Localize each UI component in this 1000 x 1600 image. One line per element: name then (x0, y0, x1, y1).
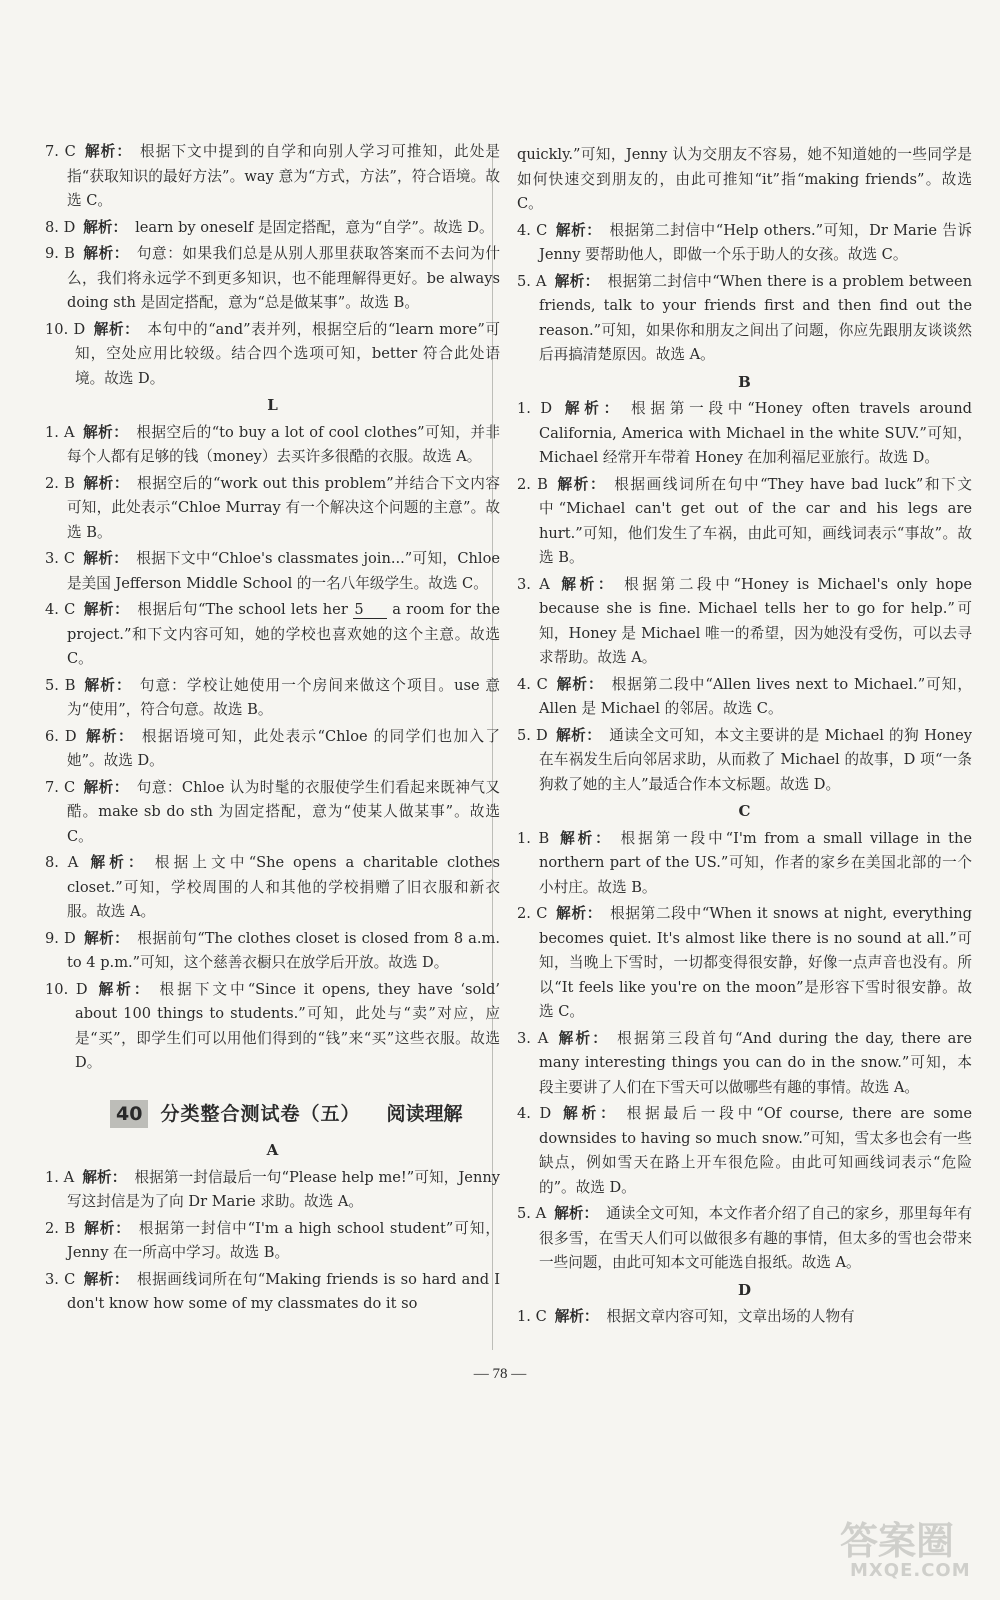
answer-item (45, 421, 500, 470)
analysis-label: 解析： (83, 218, 128, 236)
analysis-label: 解析： (555, 726, 602, 744)
page-number: — 78 — (473, 1366, 527, 1382)
section-letter-l: L (267, 396, 278, 414)
item-text: 根据第二段中“Honey is Michael's only hope because she is fine. Michael tells her to go for help.”可知，Honey 是 Michael 唯一的希望，因为她没有受伤，可以去寻求帮助。故选 A。 (539, 575, 972, 666)
item-text: 通读全文可知，本文主要讲的是 Michael 的狗 Honey 在车祸发生后向邻居求助，从而救了 Michael 的故事，D 项“一条狗救了她的主人”最适合作本文标题。故选 D。 (539, 726, 972, 793)
section-number-badge: 40 (110, 1100, 148, 1129)
item-number: 4. C (517, 221, 548, 239)
analysis-label: 解析： (556, 1029, 610, 1047)
analysis-label: 解析： (83, 550, 129, 567)
item-text: 根据前句“The clothes closet is closed from 8 a.m. to 4 p.m.”可知，这个慈善衣橱只在放学后开放。故选 D。 (67, 929, 500, 971)
answer-item (517, 397, 972, 471)
item-text: 根据文章内容可知，文章出场的人物有 (606, 1308, 855, 1325)
answer-item (45, 318, 500, 392)
analysis-label: 解析： (554, 1205, 599, 1222)
analysis-label: 解析： (555, 221, 602, 239)
analysis-label: 解析： (555, 475, 607, 493)
answer-list-top (45, 140, 500, 391)
watermark-url-text: MXQE.COM (850, 1560, 971, 1581)
analysis-label: 解析： (557, 575, 617, 593)
item-text: 根据空后的“to buy a lot of cool clothes”可知，并非每个人都有足够的钱（money）去买许多很酷的衣服。故选 A。 (67, 423, 500, 465)
analysis-label: 解析： (554, 272, 600, 290)
answer-item (517, 902, 972, 1025)
item-number: 9. B (45, 245, 75, 262)
item-text: 根据第一段中“I'm from a small village in the northern part of the US.”可知，作者的家乡在美国北部的一个小村庄。故选 B。 (539, 829, 972, 896)
item-number: 4. C (517, 675, 548, 693)
item-text: 通读全文可知，本文作者介绍了自己的家乡，那里每年有很多雪，在雪天人们可以做很多有趣的事情，但太多的雪也会带来一些问题，由此可知本文可能选自报纸。故选 A。 (539, 1205, 972, 1271)
analysis-label: 解析： (84, 727, 134, 745)
item-number: 3. A (517, 575, 550, 593)
answer-list-c (517, 827, 972, 1276)
section-letter-c: C (738, 802, 751, 820)
answer-item (45, 1217, 500, 1266)
item-number: 5. A (517, 1205, 547, 1222)
analysis-label: 解析： (83, 143, 133, 160)
answer-item (517, 1202, 972, 1276)
item-text: a room for the project.”和下文内容可知，她的学校也喜欢她的这个主意。故选 C。 (67, 601, 500, 667)
analysis-label: 解析： (82, 1168, 127, 1186)
item-text: 句意：Chloe 认为时髦的衣服使学生们看起来既神气又酷。make sb do sth 为固定搭配，意为“使某人做某事”。故选 C。 (67, 778, 500, 845)
item-text: 根据第二封信中“When there is a problem between friends, talk to your friends first and then find out the reason.”可知，如果你和朋友之间出了问题，你应先跟朋友谈谈然后再搞清楚原因。故选 A。 (539, 272, 972, 363)
answer-item (517, 673, 972, 722)
item-number: 5. A (517, 272, 547, 290)
answer-item (517, 724, 972, 798)
answer-item (517, 219, 972, 268)
answer-item (45, 776, 500, 850)
analysis-label: 解析： (82, 423, 129, 441)
section-title: 分类整合测试卷（五） (160, 1102, 361, 1125)
answer-item (45, 978, 500, 1076)
answer-item (45, 598, 500, 672)
item-text: 根据下文中提到的自学和向别人学习可推知，此处是指“获取知识的最好方法”。way 意为“方式，方法”，符合语境。故选 C。 (67, 143, 500, 209)
answer-item (517, 473, 972, 571)
answer-item (45, 1268, 500, 1317)
answer-item (45, 140, 500, 214)
answer-item (45, 725, 500, 774)
analysis-label: 解析： (83, 929, 130, 947)
item-text: 根据下文中“Since it opens, they have ‘sold’ about 100 things to students.”可知，此处与“卖”对应，应是“买”，即学生们可以用他们得到的“钱”来“买”这些衣服。故选 D。 (75, 980, 500, 1071)
answer-list-b (517, 397, 972, 797)
item-number: 2. B (517, 475, 548, 493)
section-letter-a: A (266, 1141, 279, 1159)
analysis-label: 解析： (559, 1105, 619, 1122)
analysis-label: 解析： (95, 980, 152, 998)
analysis-label: 解析： (82, 474, 130, 492)
answer-item (45, 674, 500, 723)
answer-list-a (45, 1166, 500, 1317)
analysis-label: 解析： (83, 601, 130, 618)
answer-list-l (45, 421, 500, 1076)
item-text: 根据第一封信最后一句“Please help me!”可知，Jenny 写这封信是为了向 Dr Marie 求助。故选 A。 (67, 1168, 500, 1210)
answer-item (45, 927, 500, 976)
item-text: 根据第三段首句“And during the day, there are many interesting things you can do in the snow.”可知，本段主要讲了人们在下雪天可以做哪些有趣的事情。故选 A。 (539, 1029, 972, 1096)
item-text: 根据第二段中“Allen lives next to Michael.”可知，Allen 是 Michael 的邻居。故选 C。 (539, 675, 973, 717)
answer-item (517, 1305, 972, 1330)
analysis-label: 解析： (83, 1219, 131, 1237)
answer-item (45, 472, 500, 546)
answer-item (517, 827, 972, 901)
analysis-label: 解析： (555, 675, 604, 693)
analysis-label: 解析： (554, 1308, 599, 1325)
item-text: 根据上文中“She opens a charitable clothes closet.”可知，学校周围的人和其他的学校捐赠了旧衣服和新衣服。故选 A。 (67, 854, 500, 920)
analysis-label: 解析： (557, 829, 613, 847)
item-number: 4. D (517, 1105, 552, 1122)
analysis-label: 解析： (82, 245, 129, 262)
answer-item (45, 242, 500, 316)
item-number: 3. C (45, 1270, 76, 1288)
answer-item (45, 547, 500, 596)
item-text: 根据后句“The school lets her (137, 601, 353, 618)
answer-item (45, 851, 500, 925)
answer-item (517, 270, 972, 368)
item-text: learn by oneself 是固定搭配，意为“自学”。故选 D。 (135, 218, 494, 236)
item-number: 1. D (517, 400, 553, 417)
item-number: 10. D (45, 320, 86, 338)
item-number: 2. C (517, 905, 548, 922)
item-number: 5. B (45, 676, 76, 694)
item-text: 根据语境可知，此处表示“Chloe 的同学们也加入了她”。故选 D。 (67, 727, 500, 769)
item-number: 4. C (45, 601, 76, 618)
item-text: 根据最后一段中“Of course, there are some downsides to having so much snow.”可知，雪太多也会有一些缺点，例如雪天在路上开车很危险。由此可知画线词表示“危险的”。故选 D。 (539, 1105, 972, 1196)
answer-item (517, 1027, 972, 1101)
item-number: 1. B (517, 829, 550, 847)
item-text: 根据第一封信中“I'm a high school student”可知，Jenny 在一所高中学习。故选 B。 (67, 1219, 500, 1261)
item-text: 根据第一段中“Honey often travels around California, America with Michael in the white SUV.”可知，Michael 经常开车带着 Honey 在加利福尼亚旅行。故选 D。 (539, 400, 972, 466)
blank-number: 5 (353, 602, 387, 619)
item-number: 2. B (45, 1219, 76, 1237)
item-number: 9. D (45, 929, 76, 947)
analysis-label: 解析： (93, 320, 140, 338)
analysis-label: 解析： (83, 676, 132, 694)
item-number: 1. C (517, 1308, 547, 1325)
item-text: 根据第二封信中“Help others.”可知，Dr Marie 告诉 Jenny 要帮助他人，即做一个乐于助人的女孩。故选 C。 (539, 221, 972, 263)
answer-list-a-cont (517, 219, 972, 368)
item-number: 3. A (517, 1029, 549, 1047)
item-number: 1. A (45, 1168, 75, 1186)
item-text: 句意：学校让她使用一个房间来做这个项目。use 意为“使用”，符合句意。故选 B。 (67, 676, 500, 718)
watermark-logo-text: 答案圈 (840, 1519, 955, 1563)
item-text: 本句中的“and”表并列，根据空后的“learn more”可知，空处应用比较级。结合四个选项可知，better 符合此处语境。故选 D。 (75, 320, 500, 387)
section-letter-b: B (738, 372, 751, 391)
answer-item (517, 1102, 972, 1200)
answer-item (45, 1166, 500, 1215)
item-number: 7. C (45, 778, 76, 796)
item-text: 根据第二段中“When it snows at night, everything becomes quiet. It's almost like there is no sound at all.”可知，当晚上下雪时，一切都变得很安静，好像一点声音也没有。所以“It feels like you're on the moon”是形容下雪时很安静。故选 C。 (539, 905, 972, 1020)
item-number: 2. B (45, 474, 75, 492)
continued-text: quickly.”可知，Jenny 认为交朋友不容易，她不知道她的一些同学是如何快速交到朋友的，由此可推知“it”指“making friends”。故选 C。 (517, 146, 972, 212)
item-number: 10. D (45, 980, 88, 998)
answer-item (45, 216, 500, 241)
analysis-label: 解析： (555, 905, 603, 922)
left-column (45, 140, 500, 1319)
section-subtitle: 阅读理解 (386, 1102, 463, 1125)
section-letter-d: D (737, 1280, 751, 1299)
item-number: 1. A (45, 423, 75, 441)
right-column (517, 143, 972, 1332)
analysis-label: 解析： (83, 778, 129, 796)
answer-list-d (517, 1305, 972, 1330)
analysis-label: 解析： (83, 1270, 130, 1288)
item-number: 7. C (45, 143, 76, 160)
answer-item (517, 573, 972, 671)
item-number: 8. A (45, 854, 79, 871)
item-number: 3. C (45, 550, 76, 567)
item-text: 根据画线词所在句中“They have bad luck”和下文中“Michael can't get out of the car and his legs are hurt.”可知，他们发生了车祸，由此可知，画线词表示“事故”。故选 B。 (539, 475, 972, 566)
item-number: 8. D (45, 218, 76, 236)
item-number: 5. D (517, 726, 548, 744)
item-text: 根据空后的“work out this problem”并结合下文内容可知，此处表示“Chloe Murray 有一个解决这个问题的主意”。故选 B。 (67, 474, 500, 541)
item-text: 句意：如果我们总是从别人那里获取答案而不去问为什么，我们将永远学不到更多知识，也不能理解得更好。be always doing sth 是固定搭配，意为“总是做某事”。故选 B。 (67, 245, 500, 311)
item-text: 根据画线词所在句“Making friends is so hard and I don't know how some of my classmates do it so (67, 1270, 500, 1312)
item-text: 根据下文中“Chloe's classmates join...”可知，Chloe 是美国 Jefferson Middle School 的一名八年级学生。故选 C。 (67, 550, 500, 592)
section-heading (45, 1100, 500, 1129)
analysis-label: 解析： (560, 400, 623, 417)
site-watermark (840, 1510, 990, 1590)
analysis-label: 解析： (86, 854, 147, 871)
item-number: 6. D (45, 727, 77, 745)
